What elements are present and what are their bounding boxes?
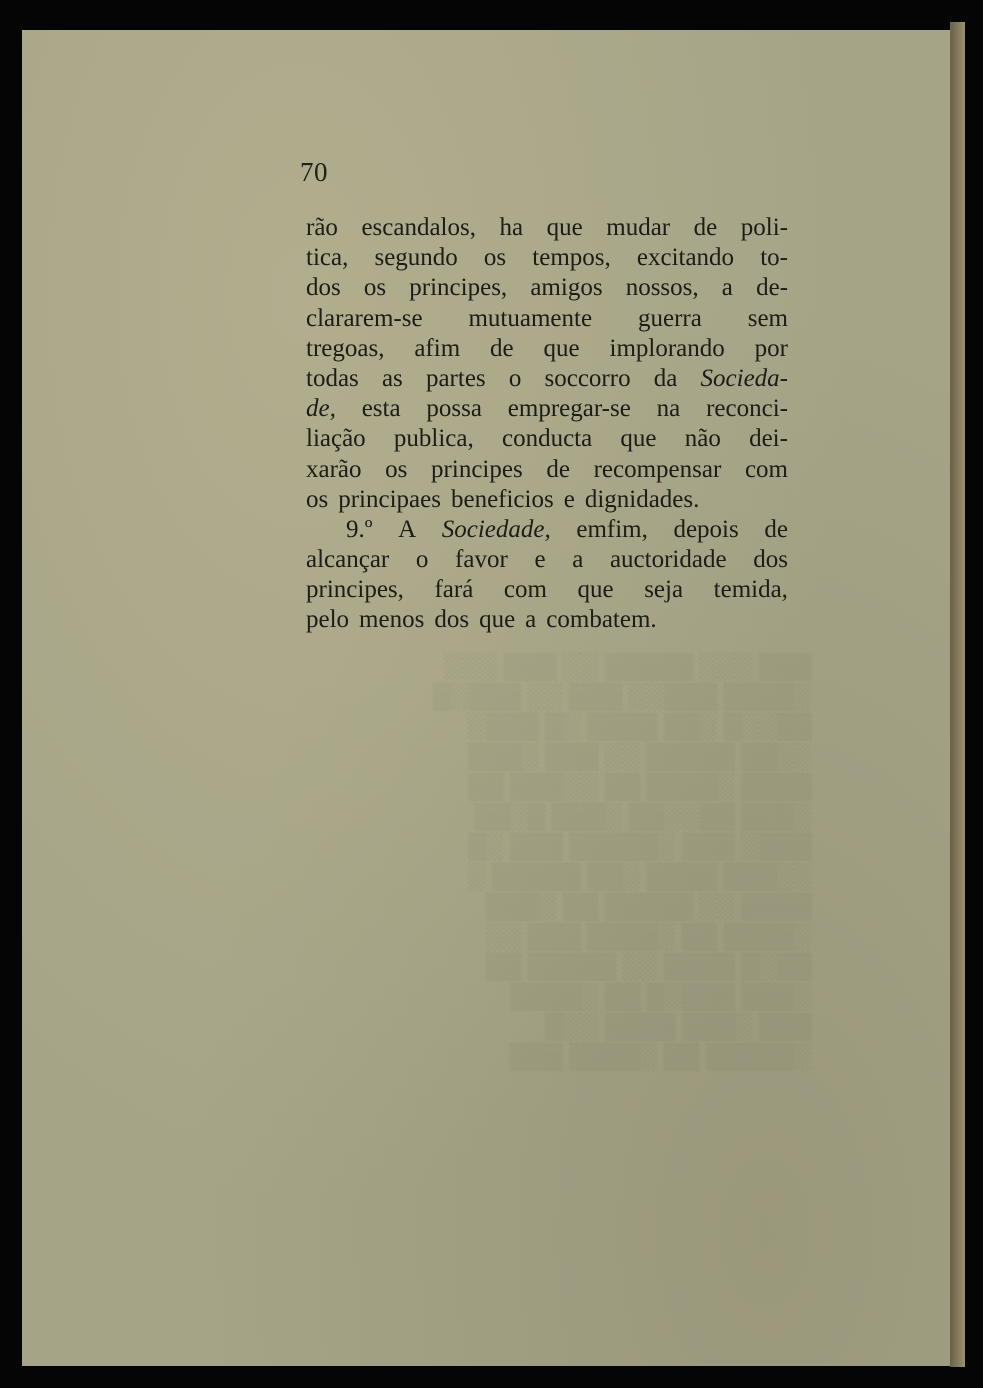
- word: pelo: [306, 606, 350, 634]
- text-line: [306, 424, 788, 454]
- word: escandalos,: [361, 214, 476, 241]
- word: menos: [359, 606, 425, 634]
- word: alcançar: [306, 546, 390, 574]
- word: por: [754, 334, 788, 362]
- text-line: [306, 334, 788, 364]
- word: o: [415, 546, 429, 574]
- word: xarão: [306, 455, 362, 483]
- word: guerra: [637, 304, 702, 332]
- word: os: [306, 485, 329, 513]
- word: os: [483, 244, 507, 272]
- word: liação: [306, 425, 366, 453]
- word: Sociedade,: [441, 515, 551, 543]
- word: recompensar: [593, 455, 722, 483]
- word: nossos,: [625, 274, 699, 302]
- word: implorando: [609, 334, 725, 362]
- word: dos: [753, 546, 788, 574]
- word: não: [684, 425, 721, 453]
- word: a: [525, 606, 537, 634]
- word: que: [546, 214, 583, 241]
- word: empregar-se: [507, 395, 631, 423]
- word: soccorro: [544, 364, 631, 392]
- word: na: [656, 395, 681, 423]
- word: os: [363, 274, 387, 302]
- word: combatem.: [546, 606, 657, 634]
- word: clararem-se: [306, 304, 423, 332]
- word: fará: [434, 576, 474, 604]
- text-line: [306, 243, 788, 273]
- text-line: [306, 515, 788, 545]
- text-line: [306, 304, 788, 334]
- text-line: [306, 273, 788, 303]
- text-line: [306, 575, 788, 605]
- text-line: [306, 545, 788, 575]
- word: tica,: [306, 244, 349, 272]
- word: dos: [434, 606, 470, 634]
- word: mudar: [606, 214, 671, 241]
- word: depois: [673, 515, 739, 543]
- word: emfim,: [576, 515, 648, 543]
- word: e: [534, 546, 546, 574]
- word: que: [620, 425, 657, 453]
- word: to-: [760, 244, 788, 272]
- text-line: [306, 485, 788, 515]
- word: segundo: [374, 244, 458, 272]
- word: conducta: [501, 425, 593, 453]
- word: que: [479, 606, 516, 634]
- word: amigos: [530, 274, 603, 302]
- word: rão: [306, 214, 338, 241]
- word: tempos,: [532, 244, 611, 272]
- word: dos: [306, 274, 341, 302]
- text-line: [306, 213, 788, 243]
- word: possa: [426, 395, 482, 423]
- word: todas: [306, 364, 359, 392]
- word: favor: [455, 546, 508, 574]
- word: e: [563, 485, 575, 513]
- page-number: 70: [300, 157, 328, 187]
- word: reconci-: [706, 395, 788, 423]
- word: principes: [431, 455, 523, 483]
- word: principes,: [306, 576, 404, 604]
- word: principes,: [409, 274, 508, 302]
- word: que: [543, 334, 580, 362]
- word: de: [546, 455, 570, 483]
- word: de,: [306, 395, 336, 423]
- word: mutuamente: [468, 304, 593, 332]
- word: publica,: [393, 425, 474, 453]
- word: que: [577, 576, 614, 604]
- body-text: [306, 213, 788, 636]
- word: de: [764, 515, 788, 543]
- text-line: [306, 605, 788, 635]
- word: beneficios: [450, 485, 554, 513]
- page-edge: [950, 22, 965, 1367]
- word: ha: [499, 214, 524, 241]
- word: excitando: [636, 244, 735, 272]
- word: com: [744, 455, 788, 483]
- word: principaes: [338, 485, 441, 513]
- word: 9.º: [346, 515, 373, 543]
- word: da: [653, 364, 678, 392]
- word: tregoas,: [306, 334, 385, 362]
- word: os: [385, 455, 408, 483]
- word: esta: [361, 395, 401, 423]
- word: temida,: [713, 576, 788, 604]
- word: A: [398, 515, 417, 543]
- show-through-text: ▒▒▒ ░░░ ▒▒▒▒▒ ░░ ▒▒▒ ░░░ ░▒▒▒▒ ▒▒▒░░ ▒▒▒ ░░ ▒▒▒░▒ ▒▒░░▒ ░▒▒ ▒▒▒▒ ░▒ ▒▒▒░ ░░▒▒ ▒▒▒▒▒ ░░ ▒▒▒ ░▒▒▒ ▒▒▒▒ ░▒▒▒▒ ▒▒ ░░▒▒▒ ▒▒ ░▒▒▒ ▒▒░░▒▒ ░▒▒▒ ▒░▒▒ ▒▒▒░ ▒▒▒ ░▒▒▒▒▒ ▒▒▒ ░▒ ░░▒▒▒ ▒▒▒▒ ░▒▒ ▒▒▒▒▒ ░ ▒▒▒▒ ░░ ▒▒▒▒▒ ▒▒ ░▒▒▒ ░▒▒▒▒ ▒▒ ░▒▒▒▒ ▒▒▒ ░░ ▒▒░▒ ▒▒▒▒ ░░ ▒▒▒▒▒ ▒▒ ░▒▒▒ ▒▒▒░▒ ▒▒ ░▒▒▒▒ ▒▒▒ ░▒▒▒ ▒▒▒▒ ░░▒ ░▒▒▒▒▒ ▒▒ ░▒▒▒▒ ▒▒▒: [432, 653, 812, 1070]
- word: partes: [425, 364, 486, 392]
- word: dei-: [749, 425, 788, 453]
- word: afim: [414, 334, 461, 362]
- word: Socieda-: [700, 364, 788, 392]
- word: auctoridade: [609, 546, 727, 574]
- word: seja: [644, 576, 684, 604]
- word: poli-: [740, 214, 788, 241]
- word: com: [503, 576, 547, 604]
- text-line: [306, 394, 788, 424]
- word: dignidades.: [584, 485, 700, 513]
- text-line: [306, 455, 788, 485]
- word: o: [508, 364, 522, 392]
- word: a: [721, 274, 733, 302]
- word: as: [381, 364, 403, 392]
- word: a: [572, 546, 584, 574]
- word: de: [490, 334, 514, 362]
- text-line: [306, 364, 788, 394]
- word: de-: [756, 274, 788, 302]
- word: de: [693, 214, 718, 241]
- word: sem: [747, 304, 788, 332]
